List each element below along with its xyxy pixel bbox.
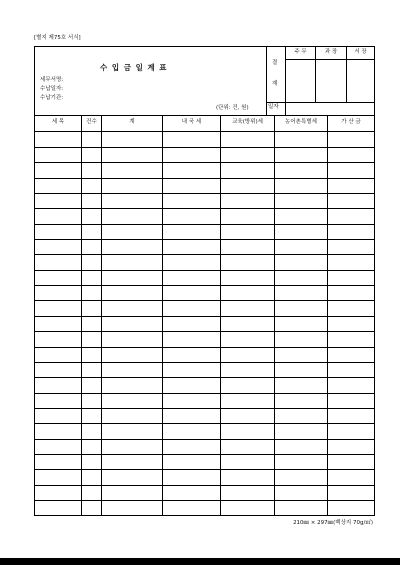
- col-rural-tax: 농어촌특별세: [285, 119, 317, 125]
- approval-role-2: 과 장: [324, 49, 338, 55]
- col-tax-item: 세 목: [51, 119, 65, 125]
- approval-date-label: 일자: [268, 104, 279, 110]
- paper-spec: 210㎜ × 297㎜(백상지 70g/㎡): [293, 520, 373, 526]
- field-receipt-date: 수납일자:: [40, 86, 64, 92]
- approval-role-1: 주 무: [294, 49, 307, 55]
- form-label: [별지 제75호 서식]: [34, 35, 81, 41]
- page-title: 수 입 금 일 계 표: [100, 63, 168, 72]
- field-receipt-agency: 수납기관:: [40, 95, 64, 101]
- col-education-tax: 교육(방위)세: [232, 119, 263, 125]
- page-bottom-bar: [0, 558, 400, 565]
- col-count: 건수: [86, 119, 97, 125]
- approval-role-3: 서 장: [354, 49, 367, 55]
- unit-note: (단위: 건, 원): [216, 105, 249, 111]
- approval-label-1: 결: [272, 60, 278, 66]
- approval-label-2: 재: [272, 81, 278, 87]
- col-domestic-tax: 내 국 세: [181, 119, 202, 125]
- col-additional: 가 산 금: [341, 119, 361, 125]
- form-border: [35, 47, 375, 516]
- col-total: 계: [129, 119, 135, 125]
- field-tax-office: 세무서명:: [40, 77, 64, 83]
